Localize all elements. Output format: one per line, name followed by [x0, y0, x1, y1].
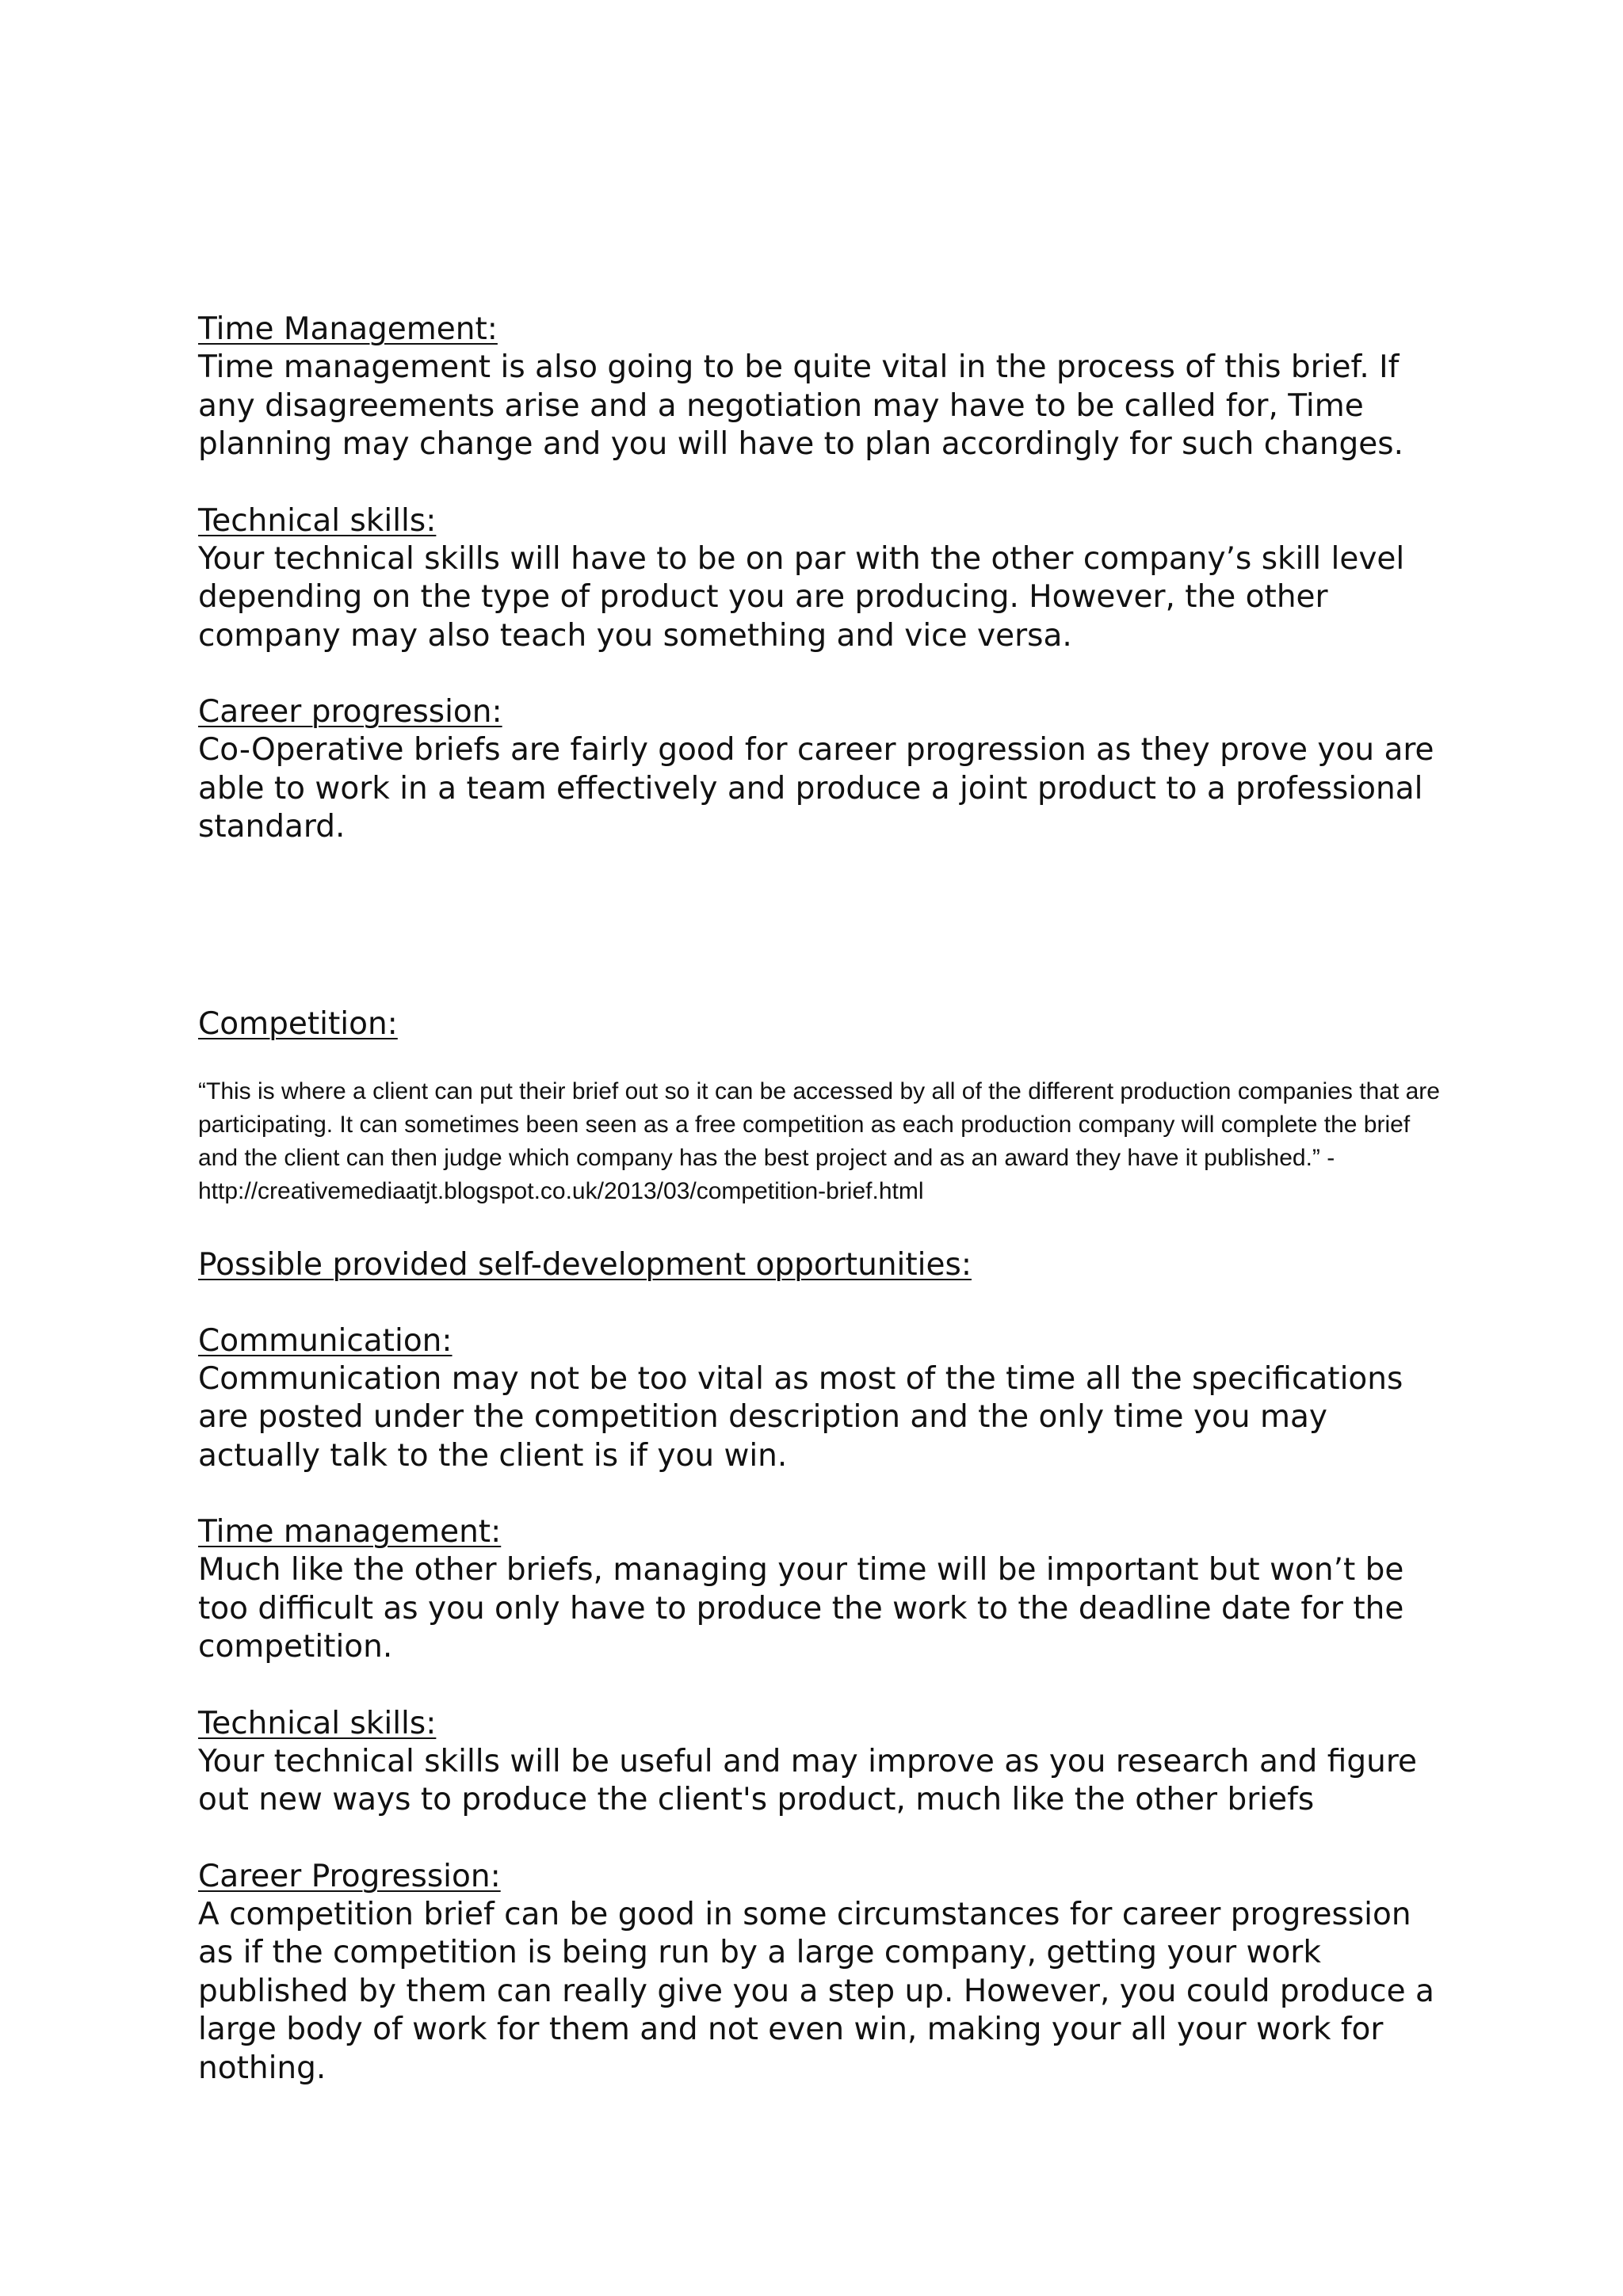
section-body: Communication may not be too vital as most of the time all the specifications are posted under the competition description and the only time you may actually talk to the client is if you win. — [198, 1360, 1403, 1474]
section-heading: Communication: — [198, 1322, 453, 1359]
section-career-progression-2 — [198, 1858, 1442, 2088]
section-technical-skills-2 — [198, 1705, 1442, 1820]
section-heading: Technical skills: — [198, 1705, 437, 1741]
section-heading: Time management: — [198, 1514, 502, 1550]
section-heading: Career Progression: — [198, 1858, 501, 1894]
section-time-management — [198, 311, 1442, 464]
section-time-management-2 — [198, 1513, 1442, 1667]
section-body: Your technical skills will be useful and may improve as you research and figure out new ways to produce the client's product, much like the other briefs — [198, 1743, 1418, 1817]
section-body: Much like the other briefs, managing your time will be important but won’t be too difficult as you only have to produce the work to the deadline date for the competition. — [198, 1552, 1404, 1665]
competition-heading: Competition: — [198, 1005, 398, 1042]
section-body: Your technical skills will have to be on par with the other company’s skill level depending on the type of product you are producing. However, the other company may also teach you something and vice versa. — [198, 540, 1405, 654]
section-technical-skills — [198, 502, 1442, 656]
section-communication — [198, 1322, 1442, 1476]
section-heading: Technical skills: — [198, 502, 437, 539]
section-competition — [198, 1005, 1442, 1284]
section-heading: Career progression: — [198, 694, 502, 730]
document-page — [198, 311, 1442, 2088]
section-career-progression — [198, 693, 1442, 847]
section-body: Co-Operative briefs are fairly good for career progression as they prove you are able to work in a team effectively and produce a joint product to a professional standard. — [198, 732, 1434, 845]
section-body: A competition brief can be good in some circumstances for career progression as if the competition is being run by a large company, getting your work published by them can really give you a step up. However, you could produce a large body of work for them and not even win, making your all your work for nothing. — [198, 1896, 1434, 2086]
section-body: Time management is also going to be quite vital in the process of this brief. If any disagreements arise and a negotiation may have to be called for, Time planning may change and you will have to plan accordingly for such changes. — [198, 349, 1404, 462]
competition-quote: “This is where a client can put their brief out so it can be accessed by all of the different production companies that are participating. It can sometimes been seen as a free competition as each production company will complete the brief and the client can then judge which company has the best project and as an award they have it published.” - http://creativemediaatjt.blogspot.co.uk/2013/03/competition-brief.html — [198, 1077, 1440, 1204]
opportunities-heading: Possible provided self-development opportunities: — [198, 1246, 972, 1283]
section-heading: Time Management: — [198, 311, 498, 347]
